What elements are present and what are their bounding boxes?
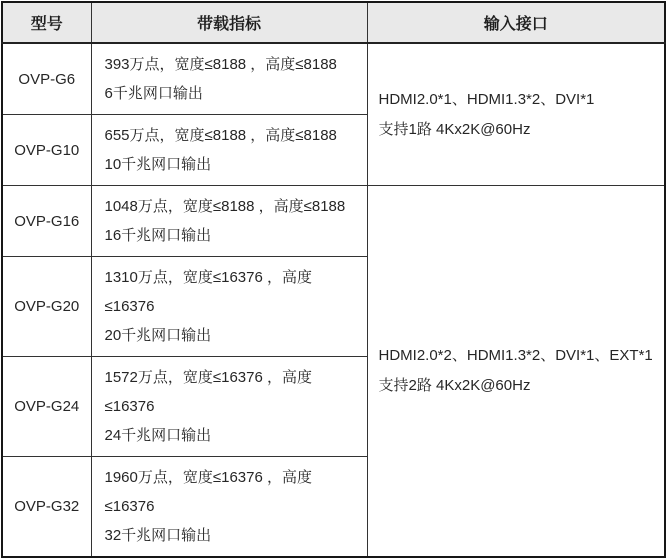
- spec-line1: 393万点，宽度≤8188 ，高度≤8188: [104, 56, 337, 73]
- spec-cell: [91, 43, 367, 115]
- model-cell: OVP-G24: [2, 357, 91, 457]
- spec-cell: [91, 186, 367, 257]
- header-input-interface: 输入接口: [367, 2, 665, 43]
- spec-cell: [91, 115, 367, 186]
- model-cell: OVP-G16: [2, 186, 91, 257]
- table-row: [2, 186, 665, 257]
- product-spec-table: [1, 1, 666, 558]
- spec-line1: 1048万点，宽度≤8188 ，高度≤8188: [104, 198, 346, 215]
- input-interface-cell: [367, 186, 665, 558]
- spec-line2: 32千兆网口输出: [104, 527, 212, 544]
- spec-line1: 1310万点，宽度≤16376 ，高度≤16376: [104, 269, 312, 315]
- spec-line2: 20千兆网口输出: [104, 327, 212, 344]
- spec-line2: 24千兆网口输出: [104, 427, 212, 444]
- model-cell: OVP-G6: [2, 43, 91, 115]
- input-line2: 支持2路 4Kx2K@60Hz: [378, 377, 531, 394]
- input-interface-cell: [367, 43, 665, 186]
- spec-line2: 6千兆网口输出: [104, 85, 203, 102]
- spec-line1: 1572万点，宽度≤16376 ，高度≤16376: [104, 369, 312, 415]
- table-row: [2, 43, 665, 115]
- header-model: 型号: [2, 2, 91, 43]
- input-line1: HDMI2.0*1、HDMI1.3*2、DVI*1: [378, 90, 595, 108]
- input-line1: HDMI2.0*2、HDMI1.3*2、DVI*1、EXT*1: [378, 347, 653, 364]
- header-load-index: 带载指标: [91, 2, 367, 43]
- spec-cell: [91, 357, 367, 457]
- model-cell: OVP-G32: [2, 457, 91, 558]
- model-cell: OVP-G20: [2, 257, 91, 357]
- spec-cell: [91, 457, 367, 558]
- spec-line2: 10千兆网口输出: [104, 156, 212, 173]
- spec-line1: 1960万点，宽度≤16376 ，高度≤16376: [104, 469, 312, 515]
- table-header-row: [2, 2, 665, 43]
- spec-line1: 655万点，宽度≤8188 ，高度≤8188: [104, 127, 337, 144]
- input-line2: 支持1路 4Kx2K@60Hz: [378, 120, 531, 138]
- model-cell: OVP-G10: [2, 115, 91, 186]
- spec-cell: [91, 257, 367, 357]
- spec-line2: 16千兆网口输出: [104, 227, 212, 244]
